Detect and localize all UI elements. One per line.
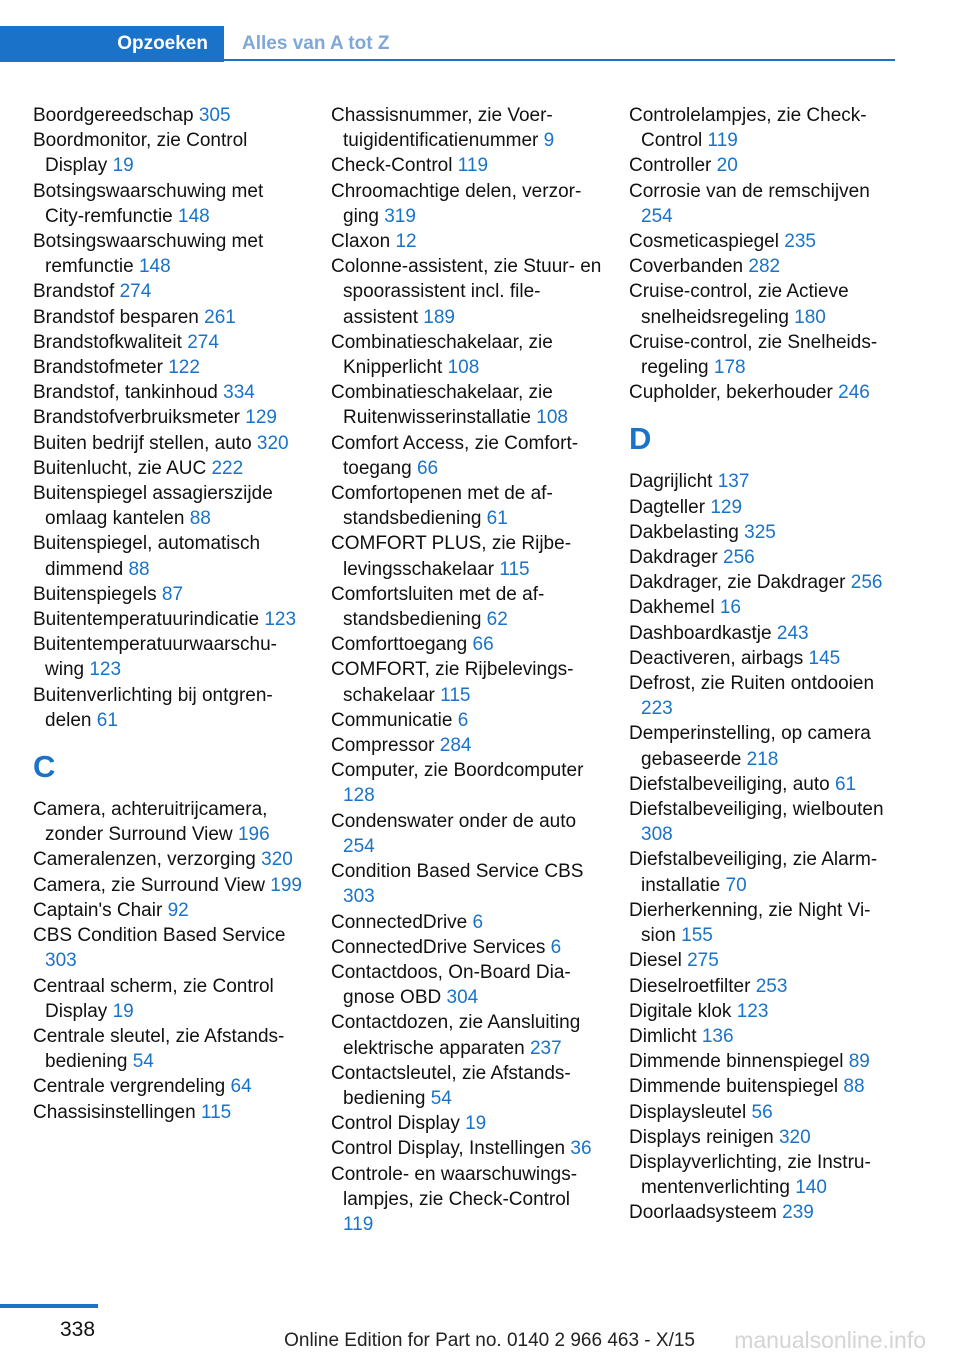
index-entry (33, 355, 305, 380)
index-column-1 (33, 103, 305, 1125)
entry-term: Brandstofkwaliteit (33, 331, 182, 353)
entry-term: Buitenspiegel, automatisch dimmend (33, 533, 261, 580)
entry-page-link[interactable]: 61 (96, 709, 118, 731)
index-entry (33, 305, 305, 330)
entry-term: Control Display, Instellingen (331, 1138, 566, 1160)
index-entry (33, 330, 305, 355)
entry-page-link[interactable]: 137 (717, 471, 750, 493)
entry-page-link[interactable]: 56 (751, 1101, 773, 1123)
entry-page-link[interactable]: 9 (543, 130, 555, 152)
index-entry (629, 330, 899, 380)
entry-term: Colonne-assistent, zie Stuur- en spoorassistent incl. fileassistent (331, 256, 602, 328)
index-entry (331, 229, 603, 254)
entry-page-link[interactable]: 19 (112, 155, 134, 177)
index-entry (629, 646, 899, 671)
index-entry (629, 179, 899, 229)
index-entry (331, 330, 603, 380)
edition-note: Online Edition for Part no. 0140 2 966 463 - X/15 (284, 1330, 695, 1351)
entry-term: Buitentemperatuurwaarschuwing (33, 634, 277, 681)
entry-term: Diefstalbeveiliging, auto (629, 773, 830, 795)
index-column-2 (331, 103, 603, 1237)
entry-page-link[interactable]: 64 (230, 1076, 252, 1098)
entry-term: Boordmonitor, zie Control Display (33, 130, 248, 177)
entry-page-link[interactable]: 218 (746, 748, 779, 770)
index-entry (629, 595, 899, 620)
entry-term: Claxon (331, 231, 391, 253)
index-entry (331, 935, 603, 960)
index-entry (33, 531, 305, 581)
entry-term: Dimmende binnenspiegel (629, 1051, 844, 1073)
header-divider (224, 59, 895, 61)
entry-page-link[interactable]: 119 (457, 155, 489, 177)
index-entry (331, 153, 603, 178)
entry-term: Controller (629, 155, 712, 177)
entry-term: Chroomachtige delen, verzorging (331, 180, 582, 227)
index-entry (331, 733, 603, 758)
entry-page-link[interactable]: 325 (744, 521, 776, 543)
entry-term: Dashboardkastje (629, 622, 772, 644)
index-entry (331, 1111, 603, 1136)
entry-page-link[interactable]: 239 (782, 1202, 814, 1224)
index-entry (33, 103, 305, 128)
entry-page-link[interactable]: 274 (187, 331, 219, 353)
entry-page-link[interactable]: 87 (161, 583, 184, 605)
index-entry (33, 1024, 305, 1074)
entry-page-link[interactable]: 66 (416, 457, 439, 479)
entry-term: Digitale klok (629, 1000, 732, 1022)
entry-term: Comfortsluiten met de afstandsbediening (331, 583, 545, 631)
index-entry (629, 671, 899, 721)
index-entry (629, 380, 899, 405)
entry-term: CBS Condition Based Service (33, 925, 286, 947)
entry-page-link[interactable]: 303 (343, 886, 375, 908)
entry-term: Combinatieschakelaar, zie Ruitenwisserinstallatie (331, 382, 553, 429)
entry-term: Coverbanden (629, 256, 744, 278)
entry-term: Communicatie (331, 709, 453, 731)
index-entry (629, 103, 899, 153)
index-entry (629, 847, 899, 897)
entry-page-link[interactable]: 88 (843, 1076, 865, 1098)
entry-page-link[interactable]: 155 (681, 925, 713, 947)
entry-page-link[interactable]: 254 (641, 205, 673, 227)
index-entry (629, 898, 899, 948)
entry-term: Comfort Access, zie Comforttoegang (331, 432, 579, 479)
index-entry (33, 128, 305, 178)
entry-term: Contactdozen, zie Aansluiting elektrische apparaten (331, 1012, 581, 1059)
index-entry (33, 456, 305, 481)
entry-term: Displaysleutel (629, 1101, 747, 1123)
entry-page-link[interactable]: 122 (168, 357, 200, 379)
entry-page-link[interactable]: 303 (45, 950, 77, 972)
entry-page-link[interactable]: 123 (89, 659, 122, 681)
index-entry (33, 481, 305, 531)
entry-term: Captain's Chair (33, 899, 163, 921)
entry-page-link[interactable]: 253 (755, 975, 788, 997)
index-entry (629, 229, 899, 254)
entry-page-link[interactable]: 305 (198, 105, 231, 126)
entry-page-link[interactable]: 282 (748, 256, 781, 278)
index-entry (331, 582, 603, 632)
entry-page-link[interactable]: 180 (794, 306, 826, 328)
index-column-3 (629, 103, 899, 1226)
entry-term: Dakbelasting (629, 521, 739, 543)
entry-term: Combinatieschakelaar, zie Knipperlicht (331, 331, 553, 379)
entry-term: Dakdrager (629, 547, 718, 569)
entry-page-link[interactable]: 70 (725, 874, 747, 896)
entry-term: Comfortopenen met de afstandsbediening (331, 483, 553, 530)
entry-term: Centrale sleutel, zie Afstandsbediening (33, 1025, 285, 1073)
entry-page-link[interactable]: 6 (550, 936, 562, 958)
index-entry (33, 1074, 305, 1099)
entry-term: Diefstalbeveiliging, zie Alarminstallatie (629, 849, 878, 896)
index-entry (629, 999, 899, 1024)
entry-term: Displayverlichting, zie Instrumentenverlichting (629, 1151, 871, 1199)
index-entry (33, 632, 305, 682)
entry-page-link[interactable]: 108 (536, 407, 568, 429)
entry-term: Diefstalbeveiliging, wielbouten (629, 799, 884, 821)
section-letter: D (629, 421, 652, 457)
index-entry (33, 229, 305, 279)
entry-page-link[interactable]: 178 (713, 357, 746, 379)
entry-term: ConnectedDrive Services (331, 936, 546, 958)
entry-page-link[interactable]: 19 (465, 1113, 487, 1135)
entry-page-link[interactable]: 320 (778, 1126, 811, 1148)
index-entry (331, 254, 603, 330)
entry-term: Brandstof besparen (33, 306, 199, 328)
entry-term: Cameralenzen, verzorging (33, 849, 256, 871)
watermark: manualsonline.info (734, 1327, 926, 1353)
entry-term: Chassisinstellingen (33, 1101, 196, 1123)
entry-page-link[interactable]: 119 (343, 1213, 374, 1235)
entry-term: Controlelampjes, zie Check-Control (629, 105, 867, 152)
index-entry (629, 721, 899, 771)
entry-page-link[interactable]: 20 (716, 155, 738, 177)
entry-page-link[interactable]: 284 (439, 735, 472, 757)
entry-term: Cupholder, bekerhouder (629, 382, 833, 404)
entry-term: Comforttoegang (331, 634, 468, 656)
index-entry (629, 772, 899, 797)
entry-term: COMFORT PLUS, zie Rijbelevingsschakelaar (331, 533, 572, 580)
entry-term: Buitenverlichting bij ontgrendelen (33, 684, 273, 731)
index-entry (629, 545, 899, 570)
index-entry (33, 279, 305, 304)
entry-term: Contactdoos, On-Board Diagnose OBD (331, 961, 571, 1009)
entry-page-link[interactable]: 128 (343, 785, 375, 807)
entry-term: Cosmeticaspiegel (629, 231, 779, 253)
entry-term: Camera, achteruitrijcamera, zonder Surround View (33, 799, 268, 846)
entry-term: Buitenspiegel assagierszijde omlaag kantelen (33, 483, 273, 530)
index-entry (33, 431, 305, 456)
index-entry (33, 974, 305, 1024)
entry-term: Corrosie van de remschijven (629, 180, 870, 202)
index-entry (629, 1100, 899, 1125)
entry-term: Displays reinigen (629, 1126, 774, 1148)
entry-page-link[interactable]: 129 (710, 496, 743, 518)
index-entry (331, 859, 603, 909)
entry-term: Demperinstelling, op camera gebaseerde (629, 723, 871, 770)
entry-page-link[interactable]: 320 (261, 849, 293, 871)
entry-page-link[interactable]: 119 (707, 130, 738, 152)
entry-page-link[interactable]: 19 (112, 1000, 134, 1022)
entry-term: Buitenlucht, zie AUC (33, 457, 207, 479)
entry-page-link[interactable]: 89 (848, 1051, 870, 1073)
index-entry (33, 405, 305, 430)
page-number: 338 (60, 1318, 96, 1341)
index-entry (629, 254, 899, 279)
entry-term: Dieselroetfilter (629, 975, 751, 997)
entry-term: Diesel (629, 950, 682, 972)
index-entry (331, 481, 603, 531)
entry-page-link[interactable]: 61 (486, 508, 508, 530)
entry-page-link[interactable]: 148 (178, 205, 210, 227)
entry-page-link[interactable]: 123 (736, 1000, 769, 1022)
index-entry (629, 1200, 899, 1225)
index-entry (33, 683, 305, 733)
entry-term: Boordgereedschap (33, 105, 194, 126)
entry-page-link[interactable]: 254 (343, 835, 375, 857)
index-entry (629, 1074, 899, 1099)
entry-term: Dagteller (629, 496, 706, 518)
entry-page-link[interactable]: 304 (446, 987, 479, 1009)
entry-page-link[interactable]: 261 (204, 306, 236, 328)
index-entry (33, 380, 305, 405)
entry-term: Doorlaadsysteem (629, 1202, 777, 1224)
entry-page-link[interactable]: 256 (723, 547, 755, 569)
entry-term: Condition Based Service CBS (331, 861, 584, 883)
entry-page-link[interactable]: 66 (472, 634, 494, 656)
entry-term: Centraal scherm, zie Control Display (33, 975, 274, 1022)
entry-page-link[interactable]: 222 (211, 457, 244, 479)
index-entry (331, 809, 603, 859)
entry-page-link[interactable]: 140 (795, 1177, 827, 1199)
entry-page-link[interactable]: 189 (423, 306, 455, 328)
entry-page-link[interactable]: 274 (119, 281, 152, 303)
index-entry (629, 1049, 899, 1074)
entry-term: Deactiveren, airbags (629, 647, 804, 669)
index-entry (629, 570, 899, 595)
entry-term: Centrale vergrendeling (33, 1076, 226, 1098)
entry-term: Compressor (331, 735, 435, 757)
index-entry (331, 960, 603, 1010)
entry-term: Control Display (331, 1113, 460, 1135)
entry-term: Brandstofmeter (33, 357, 163, 379)
entry-term: Controle- en waarschuwingslampjes, zie Check-Control (331, 1163, 578, 1210)
entry-page-link[interactable]: 136 (701, 1025, 734, 1047)
entry-term: Chassisnummer, zie Voertuigidentificatienummer (331, 105, 553, 152)
entry-page-link[interactable]: 115 (440, 684, 471, 706)
entry-page-link[interactable]: 36 (570, 1138, 592, 1160)
entry-term: Defrost, zie Ruiten ontdooien (629, 673, 875, 695)
index-entry (331, 657, 603, 707)
index-entry (331, 632, 603, 657)
entry-term: Brandstof, tankinhoud (33, 382, 218, 404)
index-entry (331, 179, 603, 229)
entry-page-link[interactable]: 256 (850, 572, 883, 594)
index-entry (629, 153, 899, 178)
entry-page-link[interactable]: 199 (270, 874, 302, 896)
index-entry (629, 797, 899, 847)
tab-opzoeken[interactable]: Opzoeken (0, 26, 224, 62)
index-entry (331, 1136, 603, 1161)
entry-page-link[interactable]: 243 (776, 622, 809, 644)
index-entry (629, 469, 899, 494)
index-entry (33, 607, 305, 632)
index-entry (629, 948, 899, 973)
entry-term: Botsingswaarschuwing met remfunctie (33, 231, 264, 278)
entry-page-link[interactable]: 235 (784, 231, 816, 253)
entry-term: Check-Control (331, 155, 453, 177)
entry-term: Buitenspiegels (33, 583, 157, 605)
index-entry (629, 621, 899, 646)
index-entry (629, 520, 899, 545)
entry-term: Buiten bedrijf stellen, auto (33, 432, 252, 454)
entry-page-link[interactable]: 108 (447, 357, 480, 379)
index-entry (629, 495, 899, 520)
entry-term: Dimlicht (629, 1025, 697, 1047)
entry-page-link[interactable]: 320 (256, 432, 289, 454)
entry-term: Dimmende buitenspiegel (629, 1076, 839, 1098)
index-entry (629, 974, 899, 999)
entry-page-link[interactable]: 92 (167, 899, 189, 921)
index-entry (331, 103, 603, 153)
section-letter: C (33, 749, 56, 785)
entry-term: ConnectedDrive (331, 911, 468, 933)
entry-term: Cruise-control, zie Snelheidsregeling (629, 331, 878, 379)
entry-page-link[interactable]: 88 (189, 508, 211, 530)
index-entry (331, 1061, 603, 1111)
entry-page-link[interactable]: 275 (687, 950, 719, 972)
entry-term: Brandstofverbruiksmeter (33, 407, 240, 429)
entry-term: Condenswater onder de auto (331, 810, 577, 832)
index-entry (331, 708, 603, 733)
index-entry (33, 847, 305, 872)
index-entry (33, 873, 305, 898)
index-entry (629, 1024, 899, 1049)
index-entry (33, 582, 305, 607)
index-entry (331, 1162, 603, 1238)
index-entry (33, 1100, 305, 1125)
entry-term: Dierherkenning, zie Night Vision (629, 899, 871, 947)
entry-page-link[interactable]: 54 (132, 1051, 154, 1073)
index-entry (331, 380, 603, 430)
index-entry (331, 431, 603, 481)
entry-page-link[interactable]: 237 (529, 1037, 562, 1059)
entry-page-link[interactable]: 6 (472, 911, 484, 933)
index-entry (331, 531, 603, 581)
index-entry (629, 279, 899, 329)
entry-page-link[interactable]: 145 (808, 647, 841, 669)
entry-page-link[interactable]: 129 (245, 407, 277, 429)
index-entry (33, 179, 305, 229)
index-entry (331, 1010, 603, 1060)
entry-page-link[interactable]: 61 (834, 773, 857, 795)
entry-term: Buitentemperatuurindicatie (33, 609, 260, 631)
entry-page-link[interactable]: 334 (223, 382, 255, 404)
tab-alles-van-a-tot-z[interactable]: Alles van A tot Z (242, 33, 390, 54)
page-number-bar (0, 1304, 98, 1308)
entry-page-link[interactable]: 246 (838, 382, 870, 404)
entry-page-link[interactable]: 16 (719, 597, 741, 619)
entry-page-link[interactable]: 115 (499, 558, 530, 580)
entry-page-link[interactable]: 123 (264, 609, 297, 631)
index-entry (33, 898, 305, 923)
entry-page-link[interactable]: 62 (486, 609, 508, 631)
entry-term: Cruise-control, zie Actieve snelheidsregeling (629, 281, 849, 328)
entry-page-link[interactable]: 88 (128, 558, 150, 580)
entry-term: Computer, zie Boordcomputer (331, 760, 584, 782)
entry-term: Camera, zie Surround View (33, 874, 265, 896)
entry-page-link[interactable]: 319 (384, 205, 416, 227)
entry-page-link[interactable]: 148 (138, 256, 171, 278)
entry-term: COMFORT, zie Rijbelevingsschakelaar (331, 659, 574, 706)
entry-term: Dagrijlicht (629, 471, 713, 493)
index-entry (629, 1150, 899, 1200)
entry-term: Contactsleutel, zie Afstandsbediening (331, 1062, 571, 1109)
index-entry (331, 910, 603, 935)
entry-term: Dakdrager, zie Dakdrager (629, 572, 846, 594)
entry-page-link[interactable]: 12 (395, 231, 417, 253)
entry-term: Botsingswaarschuwing met City-remfunctie (33, 180, 264, 227)
entry-page-link[interactable]: 196 (237, 824, 270, 846)
entry-page-link[interactable]: 308 (641, 824, 673, 846)
entry-term: Brandstof (33, 281, 115, 303)
header-bar (0, 26, 895, 62)
index-entry (33, 797, 305, 847)
entry-page-link[interactable]: 223 (641, 698, 673, 720)
index-entry (331, 758, 603, 808)
entry-term: Dakhemel (629, 597, 715, 619)
entry-page-link[interactable]: 54 (430, 1087, 452, 1109)
index-entry (629, 1125, 899, 1150)
entry-page-link[interactable]: 115 (200, 1101, 232, 1123)
index-entry (33, 923, 305, 973)
entry-page-link[interactable]: 6 (457, 709, 469, 731)
